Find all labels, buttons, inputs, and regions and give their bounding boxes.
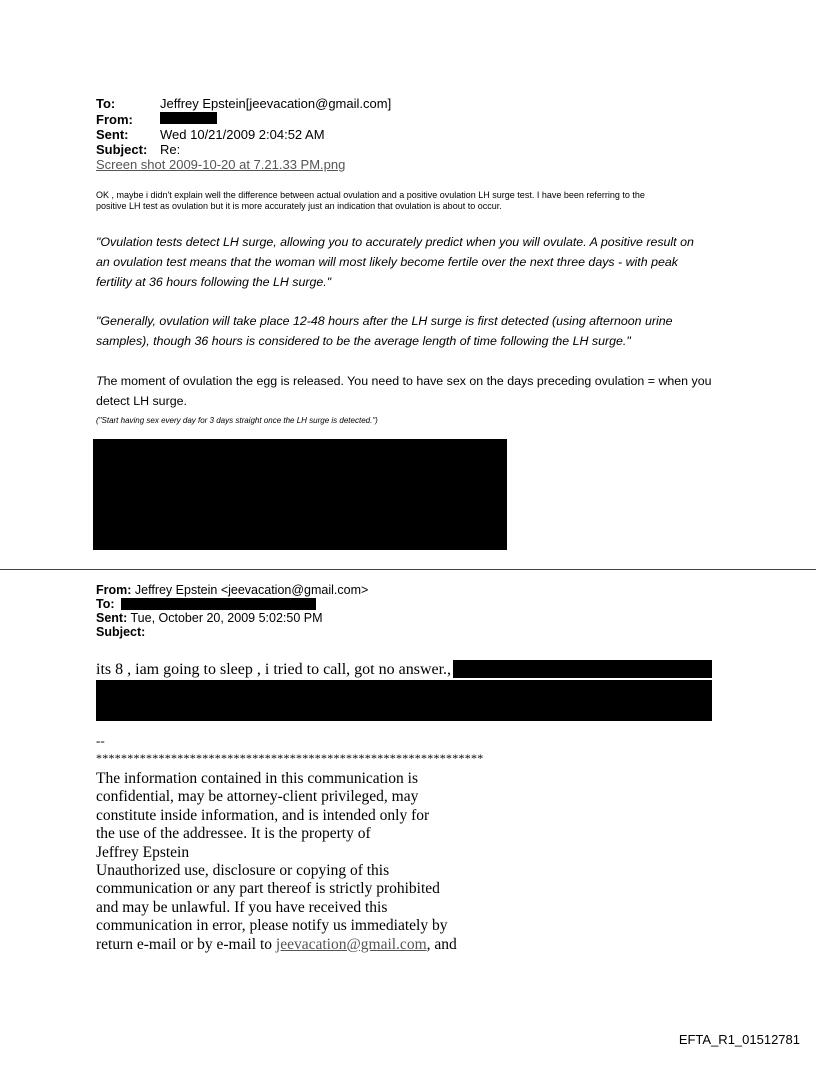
redaction-from <box>160 112 217 124</box>
quote-1: "Ovulation tests detect LH surge, allowing you to accurately predict when you will ovulate. A positive result on an ovulation test means that the woman will most likely become fertile over the next three days - with peak fertility at 36 hours following the LH surge." <box>96 235 694 289</box>
redaction-to <box>121 598 316 610</box>
intro-text: OK , maybe i didn't explain well the difference between actual ovulation and a positive ovulation LH surge test. I have been referring to the positive LH test as ovulation but it is more accurately just an indication that ovulation is about to occur. <box>96 190 645 211</box>
quote-2: "Generally, ovulation will take place 12-48 hours after the LH surge is first detected (using afternoon urine samples), though 36 hours is considered to be the average length of time following the LH surge." <box>96 314 673 348</box>
to-label: To: <box>96 96 116 111</box>
email2-header: From: Jeffrey Epstein <jeevacation@gmail.com> To: Sent: Tue, October 20, 2009 5:02:50 PM Subject: <box>96 583 369 639</box>
stars-line: ************************************************************** <box>96 751 484 765</box>
sent-label: Sent: <box>96 127 129 142</box>
small-note: ("Start having sex every day for 3 days straight once the LH surge is detected.") <box>96 416 378 425</box>
redaction-body-block <box>96 680 712 721</box>
email2-body: its 8 , iam going to sleep , i tried to call, got no answer., <box>96 661 452 678</box>
from-label: From: <box>96 112 133 127</box>
sent-value: Wed 10/21/2009 2:04:52 AM <box>160 127 325 142</box>
subject-value: Re: <box>160 142 181 157</box>
signature-dashes: -- <box>96 733 105 748</box>
footer-id: EFTA_R1_01512781 <box>678 1032 800 1047</box>
redaction-body-inline <box>453 660 712 678</box>
subject-label: Subject: <box>96 142 148 157</box>
attachment-link[interactable]: Screen shot 2009-10-20 at 7.21.33 PM.png <box>96 157 346 172</box>
divider <box>0 569 816 570</box>
body-paragraph: The moment of ovulation the egg is released. You need to have sex on the days preceding ovulation = when you detect LH surge. <box>96 374 712 408</box>
redaction-block-large <box>93 439 507 550</box>
disclaimer: The information contained in this communication is confidential, may be attorney-client privileged, may constitute inside information, and is intended only for the use of the addressee. It is the property of Jeffrey Epstein Unauthorized use, disclosure or copying of this communication or any part thereof is strictly prohibited and may be unlawful. If you have received this communication in error, please notify us immediately by return e-mail or by e-mail to jeevacation@gmail.com, and <box>96 770 457 953</box>
email-link[interactable]: jeevacation@gmail.com <box>275 935 427 953</box>
to-value: Jeffrey Epstein[jeevacation@gmail.com] <box>160 96 392 111</box>
